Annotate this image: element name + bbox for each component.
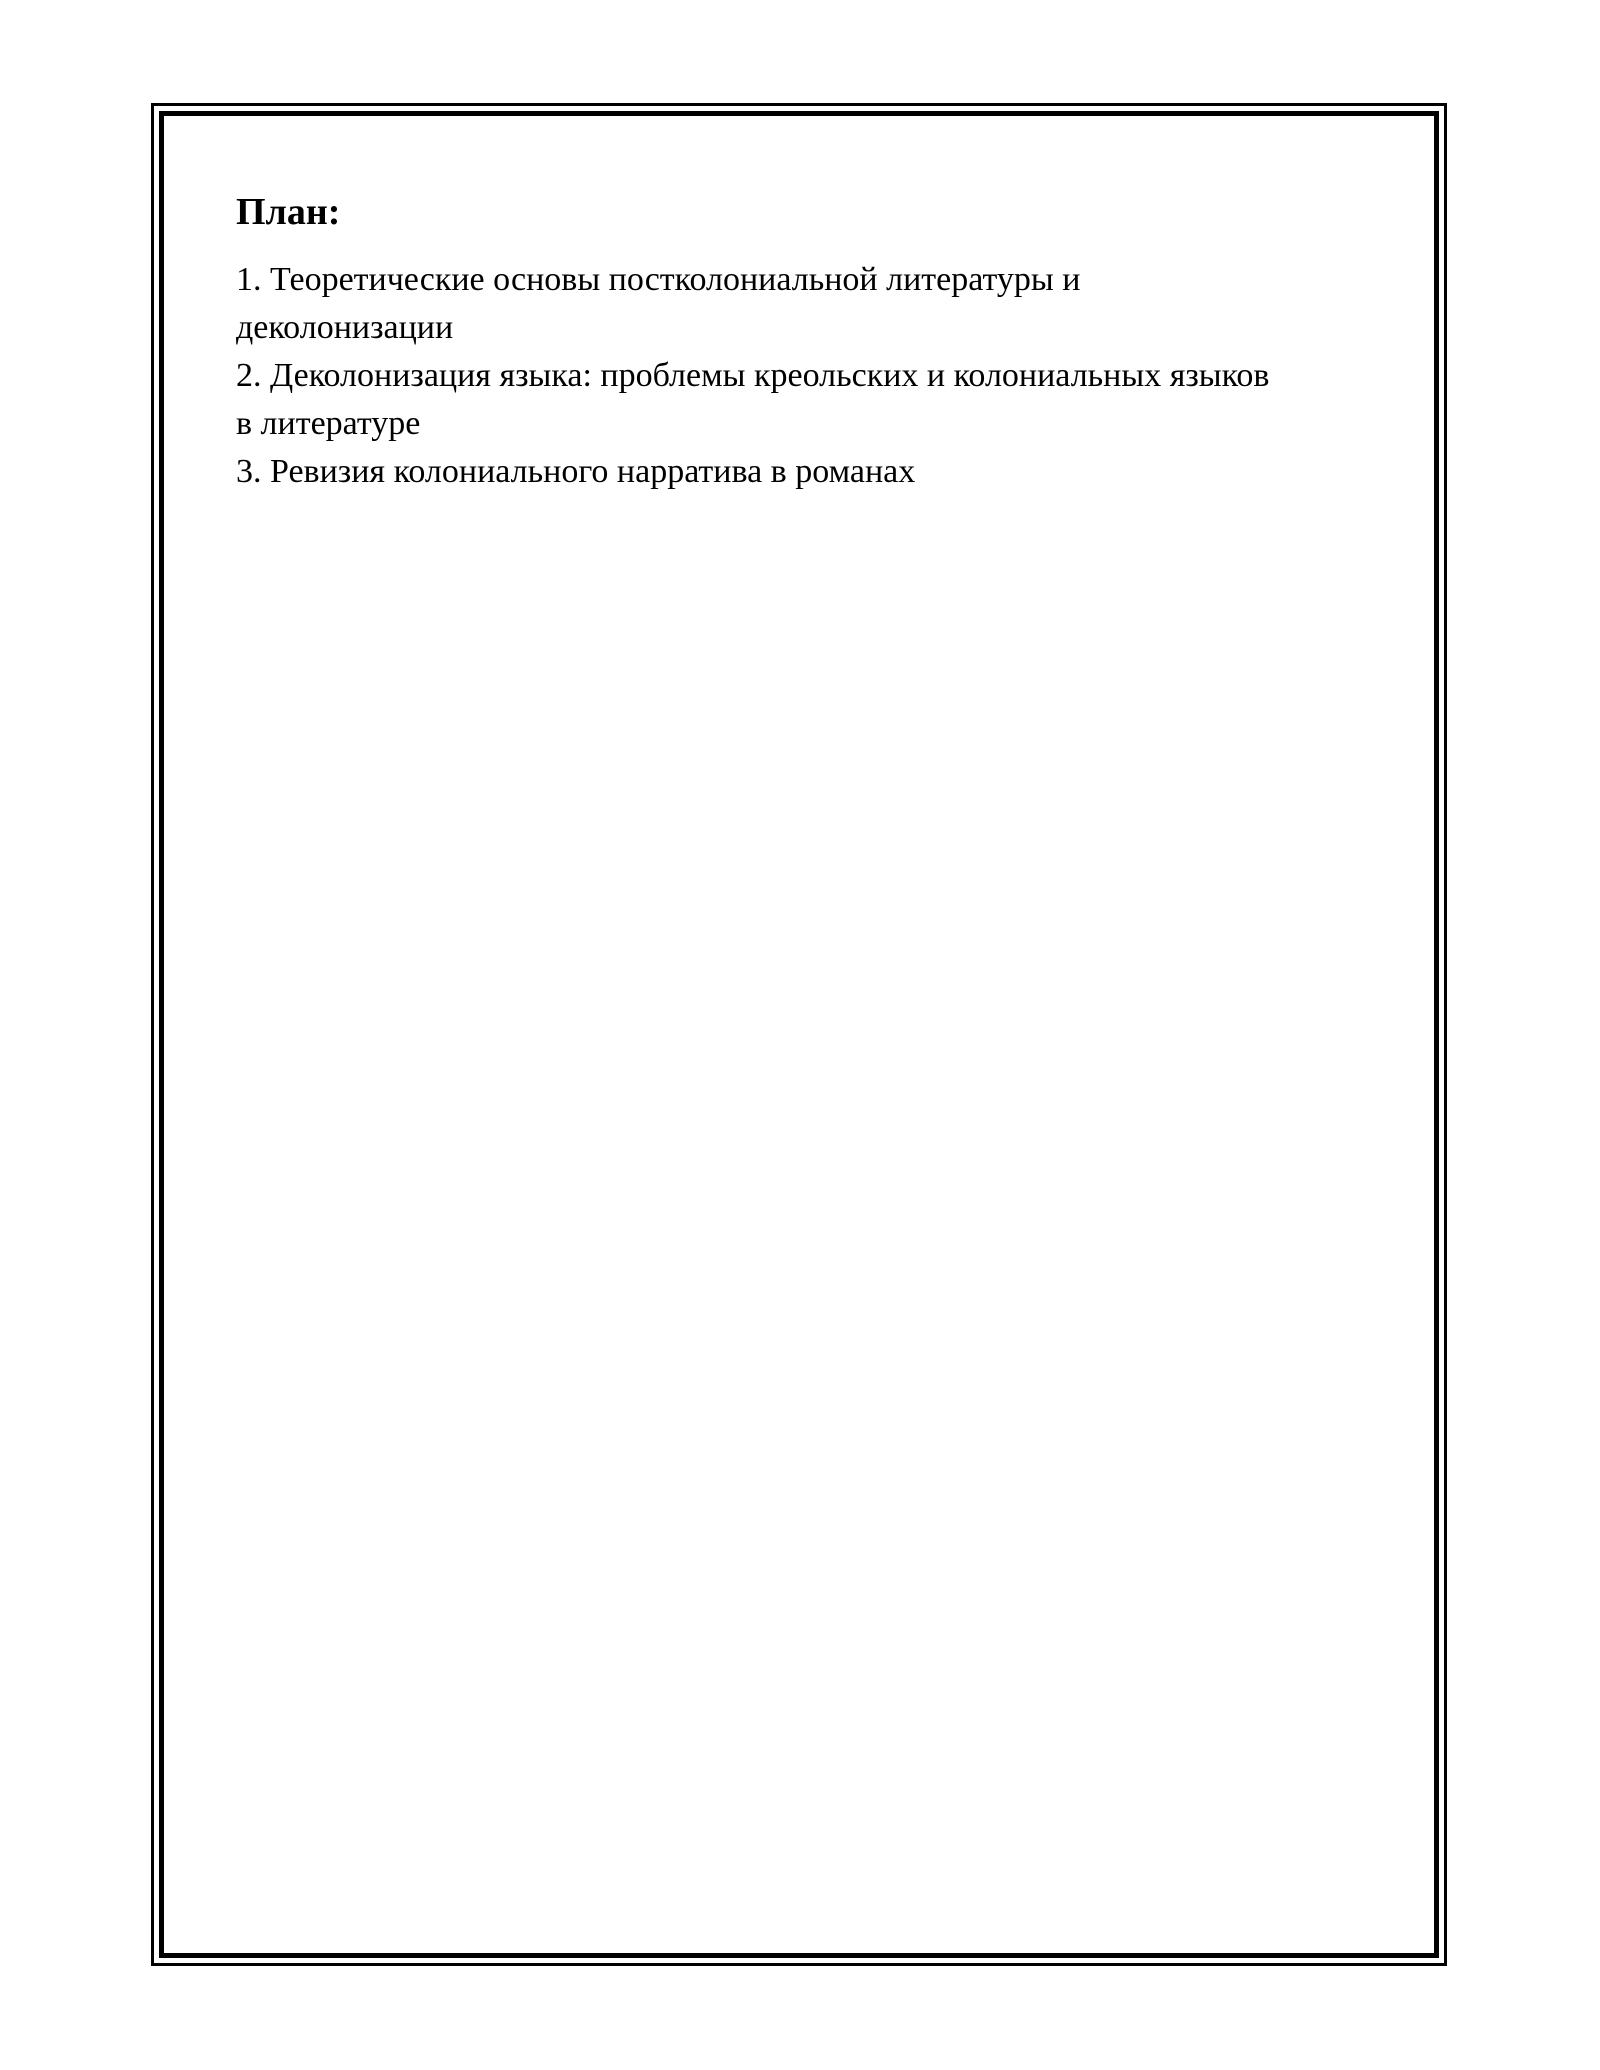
plan-item-1-line-2: деколонизации bbox=[236, 309, 454, 346]
plan-list bbox=[236, 256, 1366, 496]
plan-item-3 bbox=[236, 448, 1366, 496]
document-content bbox=[236, 188, 1366, 496]
plan-item-2-line-2: в литературе bbox=[236, 405, 421, 442]
plan-item-3-line-1: 3. Ревизия колониального нарратива в романах bbox=[236, 453, 916, 490]
plan-item-1-line-1: 1. Теоретические основы постколониальной литературы и bbox=[236, 261, 1081, 298]
plan-heading: План: bbox=[236, 191, 341, 233]
plan-item-1 bbox=[236, 256, 1366, 352]
plan-item-2 bbox=[236, 352, 1366, 448]
plan-item-2-line-1: 2. Деколонизация языка: проблемы креольских и колониальных языков bbox=[236, 357, 1270, 394]
